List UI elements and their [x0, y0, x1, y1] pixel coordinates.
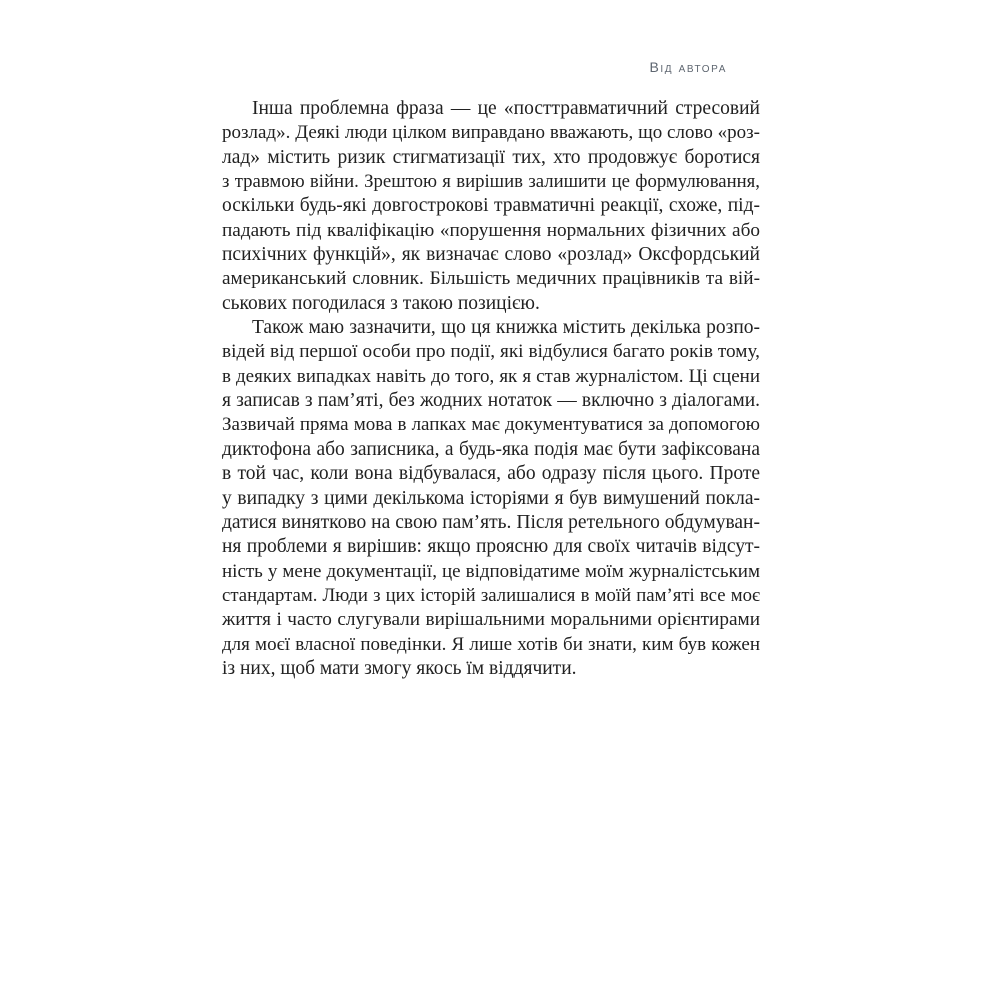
text-line: оскільки будь-які довгострокові травматичні реакції, схоже, під-: [222, 195, 760, 217]
text-line: датися винятково на свою пам’ять. Після ретельного обдумуван-: [222, 511, 760, 533]
text-line: ність у мене документації, це відповідатиме моїм журналістським: [222, 560, 760, 582]
paragraph: [222, 316, 760, 681]
body-text: [222, 97, 760, 681]
paragraph: [222, 97, 760, 316]
text-line: ня проблеми я вирішив: якщо проясню для своїх читачів відсут-: [222, 536, 760, 558]
text-line: я записав з пам’яті, без жодних нотаток — включно з діалогами.: [222, 390, 760, 412]
text-line: психічних функцій», як визначає слово «розлад» Оксфордський: [222, 244, 760, 266]
text-line: із них, щоб мати змогу якось їм віддячити.: [222, 657, 577, 679]
text-line: диктофона або записника, а будь-яка подія має бути зафіксована: [222, 438, 760, 460]
text-line: розлад». Деякі люди цілком виправдано вважають, що слово «роз-: [222, 122, 760, 144]
text-line: життя і часто слугували вирішальними моральними орієнтирами: [222, 609, 760, 631]
text-line: Зазвичай пряма мова в лапках має документуватися за допомогою: [222, 414, 760, 436]
text-line: стандартам. Люди з цих історій залишалися в моїй пам’яті все моє: [222, 584, 760, 606]
text-line: з травмою війни. Зрештою я вирішив залишити це формулювання,: [222, 171, 760, 193]
text-line: падають під кваліфікацію «порушення нормальних фізичних або: [222, 219, 760, 241]
text-line: Також маю зазначити, що ця книжка містить декілька розпо-: [252, 317, 760, 339]
running-head: Від автора: [649, 59, 727, 75]
text-line: для моєї власної поведінки. Я лише хотів би знати, ким був кожен: [222, 633, 760, 655]
text-line: лад» містить ризик стигматизації тих, хто продовжує боротися: [222, 146, 760, 168]
text-line: Інша проблемна фраза — це «посттравматичний стресовий: [252, 98, 760, 119]
text-line: американський словник. Більшість медичних працівників та вій-: [222, 268, 760, 290]
text-line: у випадку з цими декількома історіями я був вимушений покла-: [222, 487, 760, 509]
text-line: в той час, коли вона відбувалася, або одразу після цього. Проте: [222, 463, 760, 485]
text-line: ськових погодилася з такою позицією.: [222, 292, 540, 314]
text-line: в деяких випадках навіть до того, як я став журналістом. Ці сцени: [222, 365, 760, 387]
text-line: відей від першої особи про події, які відбулися багато років тому,: [222, 341, 760, 363]
